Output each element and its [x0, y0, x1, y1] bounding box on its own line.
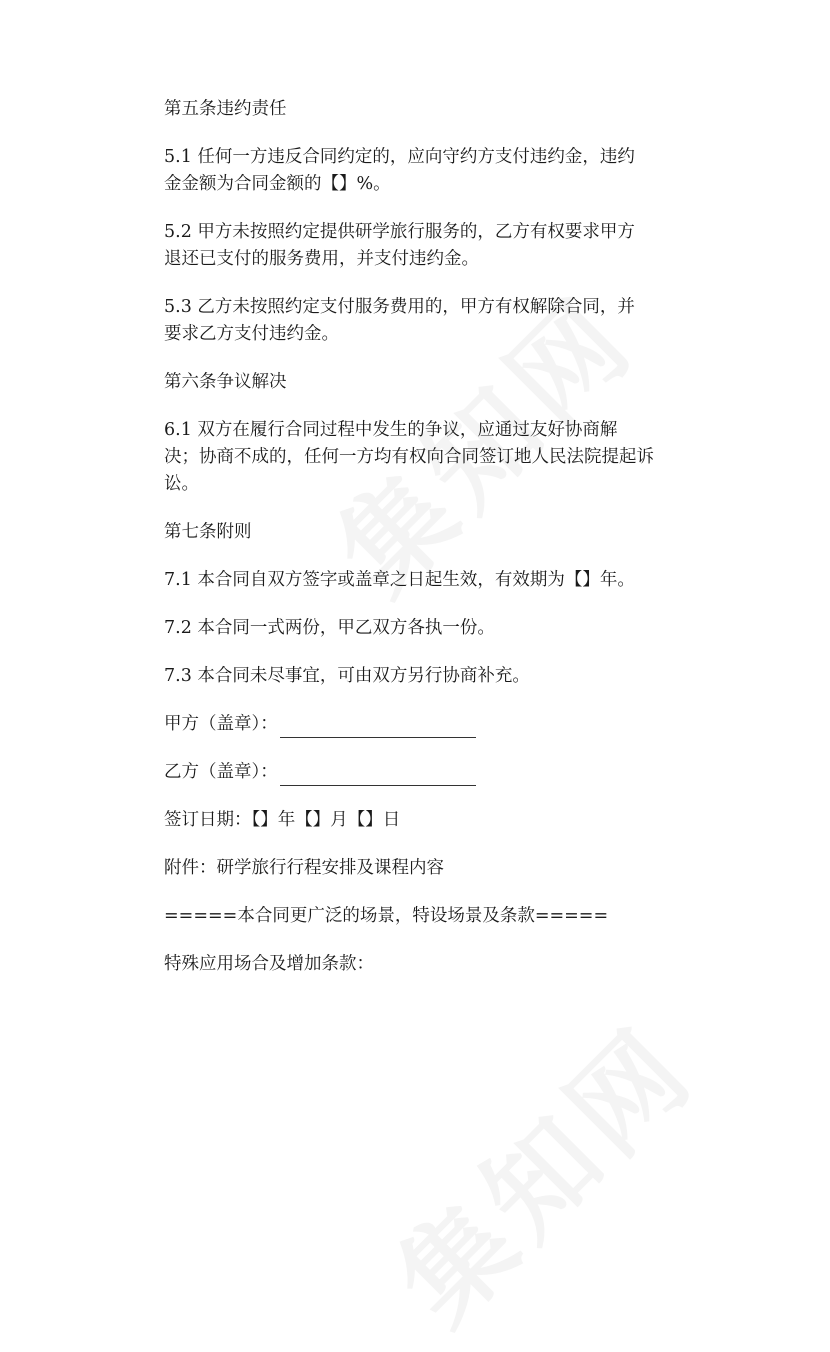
party-b-signature-line	[280, 765, 476, 786]
clause-5-3-line-1: 5.3 乙方未按照约定支付服务费用的，甲方有权解除合同，并	[164, 297, 635, 317]
clause-7-3: 7.3 本合同未尽事宜，可由双方另行协商补充。	[164, 666, 530, 686]
clause-6-1-line-1: 6.1 双方在履行合同过程中发生的争议，应通过友好协商解	[164, 420, 618, 440]
clause-5-3-line-2: 要求乙方支付违约金。	[164, 324, 339, 344]
section-7-heading: 第七条附则	[164, 522, 252, 542]
section-6-heading: 第六条争议解决	[164, 372, 287, 392]
section-5-heading: 第五条违约责任	[164, 99, 287, 119]
clause-5-1-line-2: 金金额为合同金额的【】%。	[164, 174, 391, 194]
clause-5-1-line-1: 5.1 任何一方违反合同约定的，应向守约方支付违约金，违约	[164, 147, 635, 167]
clause-5-2-line-1: 5.2 甲方未按照约定提供研学旅行服务的，乙方有权要求甲方	[164, 222, 635, 242]
clause-7-1: 7.1 本合同自双方签字或盖章之日起生效，有效期为【】年。	[164, 570, 635, 590]
clause-6-1-line-2: 决；协商不成的，任何一方均有权向合同签订地人民法院提起诉	[164, 447, 654, 467]
clause-5-2-line-2: 退还已支付的服务费用，并支付违约金。	[164, 249, 479, 269]
clause-5-1	[164, 144, 704, 198]
signing-date: 签订日期：【】年【】月【】日	[164, 810, 401, 830]
special-clauses-heading: 特殊应用场合及增加条款：	[164, 954, 374, 974]
party-b-signature	[164, 759, 704, 786]
clause-6-1-line-3: 讼。	[164, 474, 199, 494]
document-page	[164, 96, 704, 999]
party-a-signature-line	[280, 717, 476, 738]
party-a-label: 甲方（盖章）：	[164, 714, 278, 734]
party-a-signature	[164, 711, 704, 738]
clause-5-3	[164, 294, 704, 348]
scenario-divider: =====本合同更广泛的场景，特设场景及条款=====	[164, 906, 609, 926]
clause-6-1	[164, 417, 704, 498]
clause-5-2	[164, 219, 704, 273]
clause-7-2: 7.2 本合同一式两份，甲乙双方各执一份。	[164, 618, 495, 638]
attachment-note: 附件：研学旅行行程安排及课程内容	[164, 858, 444, 878]
party-b-label: 乙方（盖章）：	[164, 762, 278, 782]
watermark-text	[357, 986, 723, 1352]
